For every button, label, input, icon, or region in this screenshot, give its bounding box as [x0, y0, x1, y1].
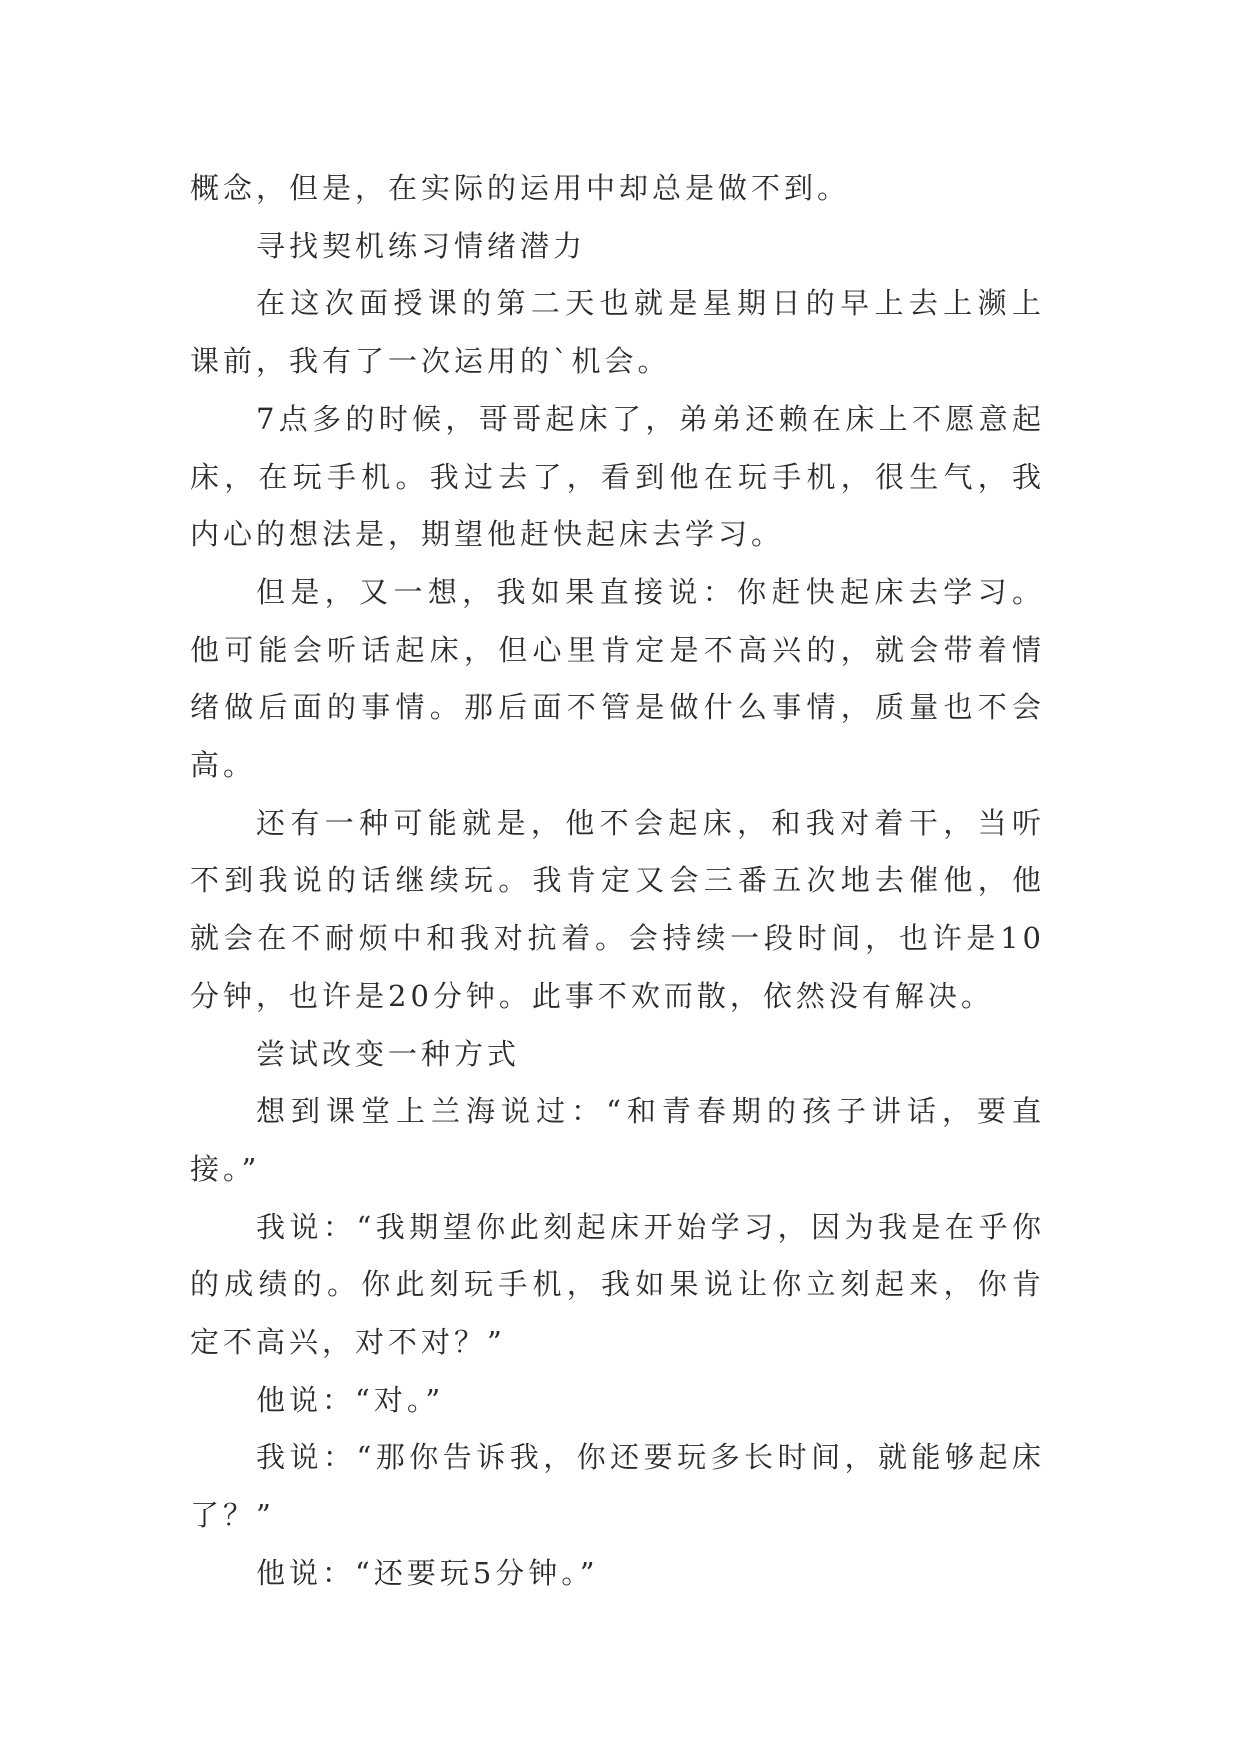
- document-body: [190, 160, 1045, 1603]
- dialogue-paragraph: 他说：“还要玩5分钟。”: [256, 1555, 599, 1590]
- dialogue-paragraph: 他说：“对。”: [256, 1382, 445, 1417]
- paragraph: 但是，又一想，我如果直接说：你赶快起床去学习。他可能会听话起床，但心里肯定是不高兴的，就会带着情绪做后面的事情。那后面不管是做什么事情，质量也不会高。: [190, 574, 1045, 783]
- section-heading: 寻找契机练习情绪潜力: [256, 228, 587, 263]
- paragraph: 概念，但是，在实际的运用中却总是做不到。: [190, 171, 851, 205]
- paragraph: 7点多的时候，哥哥起床了，弟弟还赖在床上不愿意起床，在玩手机。我过去了，看到他在玩手机，很生气，我内心的想法是，期望他赶快起床去学习。: [190, 401, 1045, 552]
- paragraph: 在这次面授课的第二天也就是星期日的早上去上濒上课前，我有了一次运用的`机会。: [190, 286, 1045, 379]
- dialogue-paragraph: 我说：“那你告诉我，你还要玩多长时间，就能够起床了？”: [190, 1440, 1045, 1533]
- section-heading: 尝试改变一种方式: [256, 1036, 521, 1071]
- paragraph: 想到课堂上兰海说过：“和青春期的孩子讲话，要直接。”: [190, 1094, 1045, 1186]
- paragraph: 还有一种可能就是，他不会起床，和我对着干，当听不到我说的话继续玩。我肯定又会三番五次地去催他，他就会在不耐烦中和我对抗着。会持续一段时间，也许是10分钟，也许是20分钟。此事不欢而散，依然没有解决。: [190, 805, 1045, 1013]
- dialogue-paragraph: 我说：“我期望你此刻起床开始学习，因为我是在乎你的成绩的。你此刻玩手机，我如果说让你立刻起来，你肯定不高兴，对不对？”: [190, 1209, 1045, 1360]
